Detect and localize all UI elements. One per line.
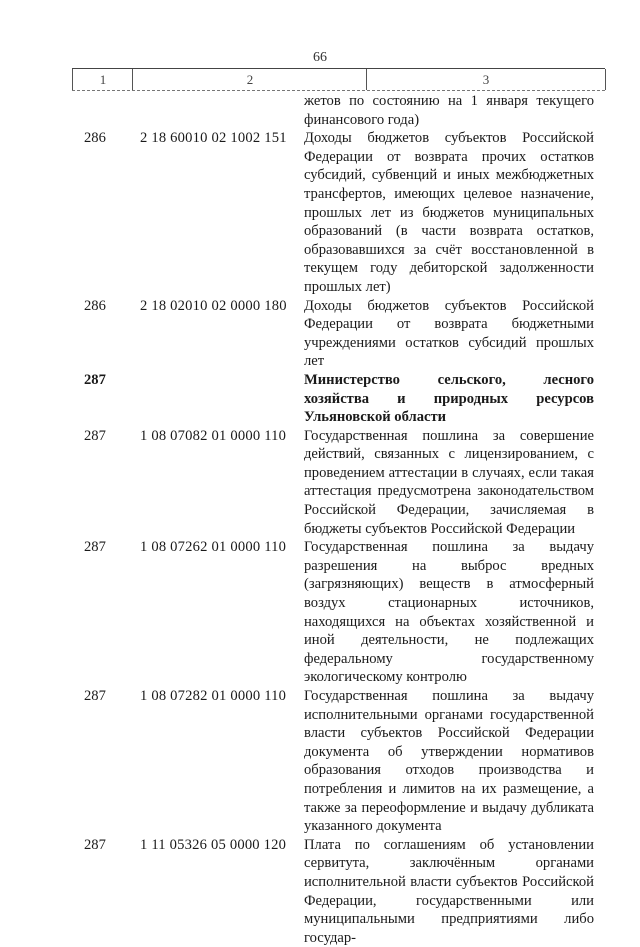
table-row xyxy=(0,297,640,371)
table-header xyxy=(72,68,605,91)
budget-classification-code: 1 11 05326 05 0000 120 xyxy=(140,836,287,853)
ministry-name: Министерство сельского, лесного хозяйства и природных ресурсов Ульяновской области xyxy=(304,371,594,426)
income-description: Государственная пошлина за совершение действий, связанных с лицензированием, с проведением аттестации в случаях, если такая аттестация предусмотрена законодательством Российской Федерации, зачисляемая в бюджеты субъектов Российской Федерации xyxy=(304,427,594,537)
admin-code: 287 xyxy=(84,688,106,704)
budget-classification-code: 2 18 02010 02 0000 180 xyxy=(140,297,287,314)
header-col-1: 1 xyxy=(72,69,133,90)
table-row xyxy=(0,687,640,836)
page-number: 66 xyxy=(313,50,327,65)
table-body xyxy=(0,92,640,947)
budget-classification-code: 1 08 07262 01 0000 110 xyxy=(140,539,287,556)
income-description: Государственная пошлина за выдачу исполнительными органами государственной власти субъектов Российской Федерации документа об утверждении нормативов образования отходов производства и потребления и лимитов на их размещение, а также за переоформление и выдачу дубликата указанного документа xyxy=(304,688,594,835)
income-description: Доходы бюджетов субъектов Российской Федерации от возврата бюджетными учреждениями остатков субсидий прошлых лет xyxy=(304,297,594,370)
income-description: Доходы бюджетов субъектов Российской Федерации от возврата прочих остатков субсидий, субвенций и иных межбюджетных трансфертов, имеющих целевое назначение, прошлых лет из бюджетов муниципальных образований (в части возврата остатков, образовавшихся за счёт восстановленной в текущем году дебиторской задолженности прошлых лет) xyxy=(304,130,594,295)
admin-code: 287 xyxy=(84,836,106,853)
table-row xyxy=(0,129,640,296)
budget-classification-code: 1 08 07082 01 0000 110 xyxy=(140,427,287,444)
admin-code: 287 xyxy=(84,371,106,388)
table-row-section-heading xyxy=(0,371,640,427)
income-description: жетов по состоянию на 1 января текущего финансового года) xyxy=(304,93,594,128)
budget-classification-code: 1 08 07282 01 0000 110 xyxy=(140,688,287,704)
table-row xyxy=(0,92,640,129)
admin-code: 286 xyxy=(84,297,106,314)
table-row xyxy=(0,427,640,539)
admin-code: 287 xyxy=(84,539,106,556)
admin-code: 287 xyxy=(84,427,106,444)
admin-code: 286 xyxy=(84,130,106,147)
header-col-2: 2 xyxy=(132,69,367,90)
budget-classification-code: 2 18 60010 02 1002 151 xyxy=(140,130,287,147)
income-description: Плата по соглашениям об установлении сервитута, заключённым органами исполнительной власти субъектов Российской Федерации, государственными или муниципальными предприятиями либо государ- xyxy=(304,836,594,946)
income-description: Государственная пошлина за выдачу разрешения на выброс вредных (загрязняющих) веществ в атмосферный воздух стационарных источников, находящихся на объектах хозяйственной и иной деятельности, не подлежащих федеральному государственному экологическому контролю xyxy=(304,539,594,686)
table-row xyxy=(0,836,640,947)
header-col-3: 3 xyxy=(366,69,606,90)
table-row xyxy=(0,538,640,687)
